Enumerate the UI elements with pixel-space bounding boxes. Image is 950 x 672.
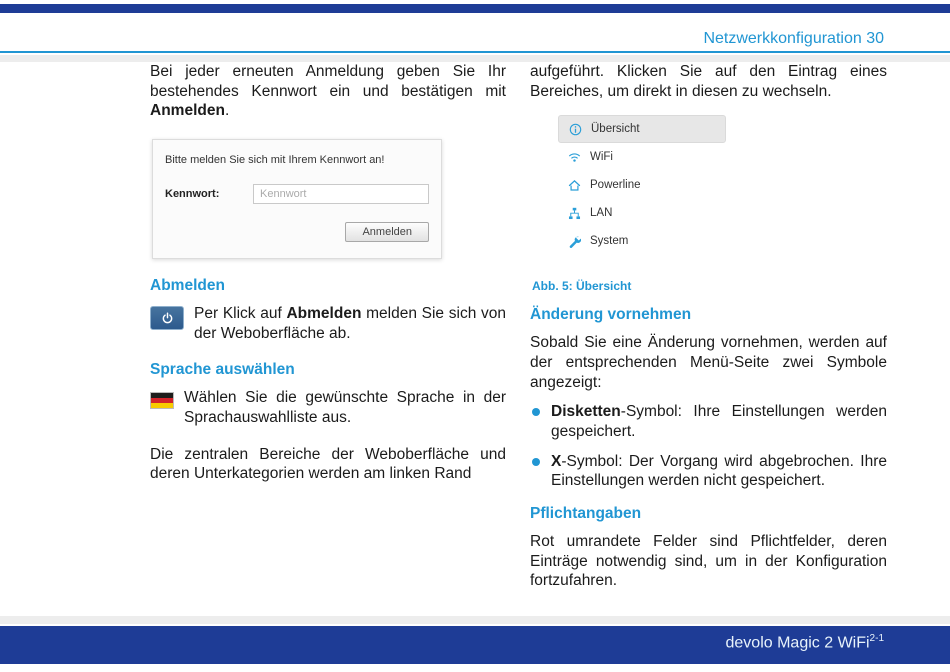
left-column (150, 62, 506, 484)
logout-paragraph (194, 304, 506, 343)
menu-item-label: WiFi (590, 151, 613, 164)
footer-blue-bar (0, 626, 950, 664)
intro-bold-anmelden: Anmelden (150, 102, 225, 120)
menu-item-label: LAN (590, 207, 613, 220)
menu-item-wifi[interactable] (558, 143, 726, 171)
intro-text-pre: Bei jeder erneuten Anmeldung geben Sie Ihr bestehendes Kennwort ein und bestätigen mit (150, 63, 506, 100)
figure-caption: Abb. 5: Übersicht (532, 279, 632, 294)
bullet-x-symbol (530, 452, 887, 491)
logout-text-pre: Per Klick auf (194, 305, 287, 323)
page-edge-bottom (0, 616, 950, 624)
right-column (530, 62, 887, 591)
bullet-rest: -Symbol: Ihre Einstellungen werden gespeichert. (551, 403, 887, 441)
bullet-rest: -Symbol: Der Vorgang wird abgebrochen. Ihre Einstellungen werden nicht gespeichert. (551, 452, 887, 490)
power-icon (150, 306, 184, 330)
top-blue-bar (0, 4, 950, 13)
info-icon (568, 122, 582, 136)
page-header (0, 30, 884, 48)
german-flag-icon (150, 392, 174, 409)
heading-pflichtangaben: Pflichtangaben (530, 505, 642, 523)
menu-item-uebersicht[interactable] (558, 115, 726, 143)
bullet-disketten (530, 402, 887, 441)
language-row (150, 388, 506, 427)
bullet-bold: Disketten (551, 403, 621, 421)
bullet-icon (532, 458, 540, 466)
house-icon (567, 178, 581, 192)
bullet-text (551, 402, 887, 441)
footer-brand-text: devolo Magic 2 WiFi (725, 634, 870, 652)
menu-screenshot (558, 115, 726, 255)
changes-bullet-list (530, 402, 887, 491)
continuation-paragraph: aufgeführt. Klicken Sie auf den Eintrag eines Bereiches, um direkt in diesen zu wechseln. (530, 63, 887, 100)
language-paragraph: Wählen Sie die gewünschte Sprache in der Sprachauswahlliste aus. (184, 389, 506, 427)
menu-item-system[interactable] (558, 227, 726, 255)
changes-paragraph: Sobald Sie eine Änderung vornehmen, werden auf der entsprechenden Menü-Seite zwei Symbole angezeigt: (530, 334, 887, 391)
bullet-icon (532, 408, 540, 416)
bullet-text (551, 452, 887, 491)
header-title: Netzwerkkonfiguration (703, 30, 862, 47)
login-prompt: Bitte melden Sie sich mit Ihrem Kennwort an! (165, 154, 385, 167)
heading-abmelden: Abmelden (150, 277, 225, 295)
outro-paragraph: Die zentralen Bereiche der Weboberfläche und deren Unterkategorien werden am linken Rand (150, 445, 506, 483)
password-row (165, 184, 429, 204)
menu-item-label: Powerline (590, 179, 641, 192)
mandatory-paragraph: Rot umrandete Felder sind Pflichtfelder, deren Einträge notwendig sind, um in der Konfiguration fortzufahren. (530, 533, 887, 590)
password-label: Kennwort: (165, 188, 220, 201)
intro-paragraph (150, 62, 506, 121)
bullet-bold: X (551, 452, 562, 470)
login-dialog-screenshot (152, 139, 442, 259)
page-edge-top (0, 55, 950, 62)
wrench-icon (567, 234, 581, 248)
heading-sprache-auswaehlen: Sprache auswählen (150, 361, 295, 379)
footer-superscript: 2-1 (869, 633, 884, 644)
menu-item-label: Übersicht (591, 123, 640, 136)
intro-text-post: . (224, 102, 230, 120)
logout-bold-abmelden: Abmelden (286, 305, 362, 323)
menu-item-label: System (590, 235, 629, 248)
heading-aenderung-vornehmen: Änderung vornehmen (530, 306, 692, 324)
wifi-icon (567, 150, 581, 164)
menu-item-lan[interactable] (558, 199, 726, 227)
logout-row (150, 304, 506, 343)
password-input[interactable] (253, 184, 429, 204)
logout-text-post: melden Sie sich von der Weboberfläche ab. (194, 305, 506, 342)
login-actions (165, 222, 429, 242)
footer-brand (726, 633, 885, 652)
menu-item-powerline[interactable] (558, 171, 726, 199)
header-rule (0, 51, 950, 53)
header-page-number: 30 (866, 30, 884, 47)
lan-icon (567, 206, 581, 220)
anmelden-button[interactable]: Anmelden (345, 222, 429, 242)
